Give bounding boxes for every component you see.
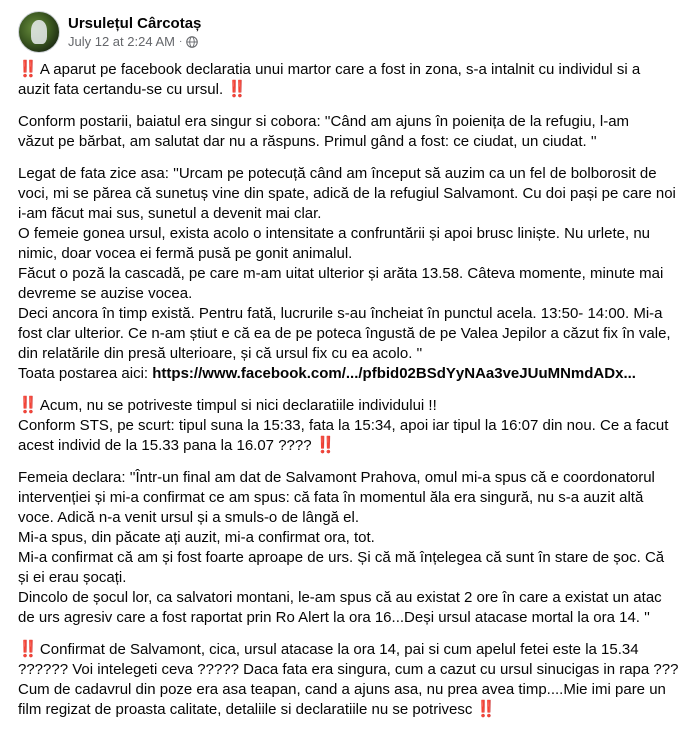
text-line: ‼️ Acum, nu se potriveste timpul si nici declaratiile individului !! <box>18 397 437 414</box>
text-line: nimic, doar vocea ei fermă pusă pe gonit animalul. <box>18 245 353 262</box>
author-name[interactable]: Ursulețul Cârcotaș <box>68 15 202 32</box>
text-line: O femeie gonea ursul, exista acolo o intensitate a confruntării și apoi brusc liniște. Nu urlete, nu <box>18 225 651 242</box>
text-line: Toata postarea aici: https://www.facebook.com/.../pfbid02BSdYyNAa3veJUuMNmdADx... <box>18 365 636 382</box>
text-line: Legat de fata zice asa: ''Urcam pe potecuță când am început să auzim ca un fel de bolborosit de <box>18 165 657 182</box>
text-line: Conform STS, pe scurt: tipul suna la 15:33, fata la 15:34, apoi iar tipul la 16:07 din nou. Ce a facut <box>18 417 669 434</box>
paragraph-girl <box>18 164 676 384</box>
text-line: ?????? Voi intelegeti ceva ????? Daca fata era singura, cum a cazut cu ursul sinucigas in rapa ??? <box>18 661 679 678</box>
double-exclamation-emoji: ‼️ <box>227 81 246 98</box>
text-line: de urs agresiv care a fost raportat prin Ro Alert la ora 16...Deși ursul atacase mortal la ora 14. '' <box>18 609 650 626</box>
post-subline <box>68 33 201 50</box>
text-line: auzit fata certandu-se cu ursul. ‼️ <box>18 81 246 98</box>
double-exclamation-emoji: ‼️ <box>18 397 36 414</box>
double-exclamation-emoji: ‼️ <box>315 437 334 454</box>
text-line: Deci ancora în timp există. Pentru fată, lucrurile s-au încheiat în punctul acela. 13:50- 14:00. Mi-a <box>18 305 663 322</box>
text-line: intervenției și mi-a confirmat ce am spus: că fata în momentul ăla era singură, nu s-a auzit altă <box>18 489 644 506</box>
text-line: voce. Adică n-a venit ursul și a smuls-o de lângă el. <box>18 509 360 526</box>
paragraph-timing <box>18 396 670 456</box>
double-exclamation-emoji: ‼️ <box>18 641 36 658</box>
text-line: film regizat de proasta calitate, detaliile si declaratiile nu se potrivesc ‼️ <box>18 701 495 718</box>
double-exclamation-emoji: ‼️ <box>18 61 36 78</box>
text-line: Dincolo de șocul lor, ca salvatori montani, le-am spus că au existat 2 ore în care a existat un atac <box>18 589 662 606</box>
text-line: Făcut o poză la cascadă, pe care m-am uitat ulterior și arăta 13.58. Câteva momente, minute mai <box>18 265 664 282</box>
post-link[interactable]: https://www.facebook.com/.../pfbid02BSdYyNAa3veJUuMNmdADx... <box>152 365 636 382</box>
text-line: ‼️ Confirmat de Salvamont, cica, ursul atacase la ora 14, pai si cum apelul fetei este la 15.34 <box>18 641 639 658</box>
text-line: Femeia declara: ''Într-un final am dat de Salvamont Prahova, omul mi-a spus că e coordonatorul <box>18 469 655 486</box>
text-line: din relatările din presă ulterioare, și că ursul fix cu ea acolo. '' <box>18 345 423 362</box>
text-line: fost clar ulterior. Ce n-am știut e că ea de pe poteca îngustă de pe Valea Jepilor a căzut fix în vale, <box>18 325 671 342</box>
text-line: i-am făcut mai sus, sunetul a devenit mai clar. <box>18 205 322 222</box>
text-line: Conform postarii, baiatul era singur si cobora: ''Când am ajuns în poienița de la refugiu, l-am <box>18 113 630 130</box>
text-line: și ei erau șocați. <box>18 569 127 586</box>
text-line: Mi-a confirmat că am și fost foarte aproape de urs. Și că mă înțelegea că sunt în stare de șoc. Că <box>18 549 665 566</box>
post-body <box>18 60 679 732</box>
text-line: ‼️ A aparut pe facebook declaratia unui martor care a fost in zona, s-a intalnit cu individul si a <box>18 61 641 78</box>
post-header <box>18 10 201 54</box>
paragraph-woman <box>18 468 670 628</box>
paragraph-conclusion <box>18 640 679 720</box>
post-timestamp[interactable]: July 12 at 2:24 AM <box>68 34 175 49</box>
text-line: voci, mi se părea că sunetuș vine din spate, adică de la refugiul Salvamont. Cu doi pași pe care noi <box>18 185 676 202</box>
paragraph-intro <box>18 60 670 100</box>
globe-icon <box>186 36 198 48</box>
separator-dot: · <box>178 36 183 47</box>
post-meta <box>68 14 201 50</box>
text-line: devreme se auzise vocea. <box>18 285 193 302</box>
text-line: acest individ de la 15.33 pana la 16.07 ???? ‼️ <box>18 437 334 454</box>
paragraph-witness <box>18 112 670 152</box>
text-line: Mi-a spus, din păcate ați auzit, mi-a confirmat ora, tot. <box>18 529 375 546</box>
double-exclamation-emoji: ‼️ <box>476 701 495 718</box>
avatar-figure <box>31 20 47 44</box>
text-line: Cum de cadavrul din poze era asa teapan, cand a ajuns asa, nu prea avea timp....Mie imi pare un <box>18 681 666 698</box>
text-line: văzut pe bărbat, am salutat dar nu a răspuns. Primul gând a fost: ce ciudat, un ciudat. '' <box>18 133 597 150</box>
author-avatar[interactable] <box>18 11 60 53</box>
